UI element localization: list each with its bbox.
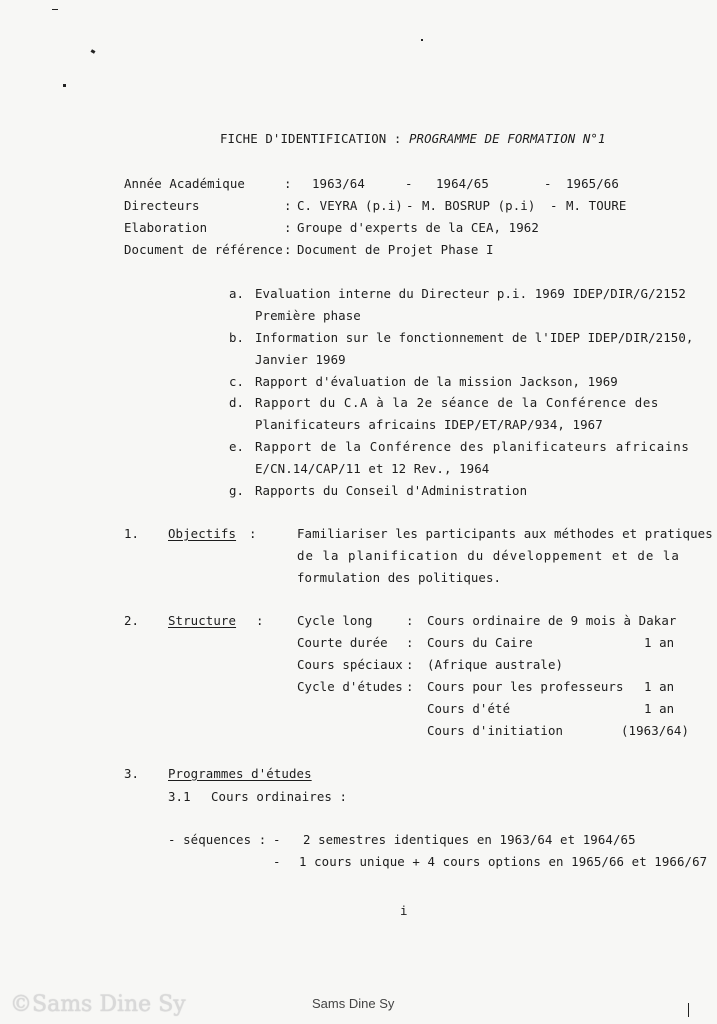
academic-year-3: 1965/66 — [566, 176, 619, 191]
sequence-line: 2 semestres identiques en 1963/64 et 1964/65 — [303, 832, 636, 847]
scan-speck — [421, 39, 423, 41]
footer-credit: Sams Dine Sy — [312, 996, 395, 1011]
director-1: C. VEYRA (p.i) — [297, 198, 403, 213]
reference-line: Janvier 1969 — [255, 352, 346, 367]
reference-line: Rapport de la Conférence des planificateurs africains — [255, 439, 690, 454]
section-number: 3. — [124, 766, 140, 781]
colon: : — [284, 220, 292, 235]
reference-letter: g. — [229, 483, 245, 498]
structure-duration: 1 an — [644, 679, 675, 694]
section-number: 1. — [124, 526, 140, 541]
dash: - — [273, 832, 281, 847]
colon: : — [249, 526, 257, 541]
structure-desc: Cours d'été — [427, 701, 511, 716]
document-title — [220, 131, 606, 146]
colon: : — [256, 613, 264, 628]
subsection-number: 3.1 — [168, 789, 191, 804]
title-program: PROGRAMME DE FORMATION N°1 — [409, 131, 606, 146]
colon: : — [284, 198, 292, 213]
dash: - — [406, 198, 414, 213]
structure-duration: (1963/64) — [621, 723, 690, 738]
copyright-watermark: ©Sams Dine Sy — [10, 992, 186, 1017]
structure-duration: 1 an — [644, 701, 675, 716]
reference-letter: e. — [229, 439, 245, 454]
sequences-label: - séquences : — [168, 832, 267, 847]
section-heading-programmes: Programmes d'études — [168, 766, 312, 781]
scan-speck — [688, 1003, 689, 1017]
scan-speck — [63, 84, 66, 87]
dash: - — [405, 176, 413, 191]
title-prefix: FICHE D'IDENTIFICATION : — [220, 131, 409, 146]
reference-line: Information sur le fonctionnement de l'IDEP IDEP/DIR/2150, — [255, 330, 694, 345]
sequence-line: 1 cours unique + 4 cours options en 1965/66 et 1966/67 — [299, 854, 708, 869]
academic-year-2: 1964/65 — [436, 176, 489, 191]
reference-letter: b. — [229, 330, 245, 345]
structure-label: Courte durée — [297, 635, 388, 650]
objectifs-line: de la planification du développement et de la — [297, 548, 680, 563]
elaboration-value: Groupe d'experts de la CEA, 1962 — [297, 220, 539, 235]
objectifs-line: formulation des politiques. — [297, 570, 502, 585]
page-number: i — [400, 903, 408, 918]
scan-speck — [52, 9, 58, 10]
reference-letter: c. — [229, 374, 245, 389]
dash: - — [550, 198, 558, 213]
structure-label: Cours spéciaux — [297, 657, 403, 672]
elaboration-label: Elaboration — [124, 220, 208, 235]
academic-year-1: 1963/64 — [312, 176, 365, 191]
section-heading-objectifs: Objectifs — [168, 526, 237, 541]
reference-value: Document de Projet Phase I — [297, 242, 494, 257]
reference-line: Planificateurs africains IDEP/ET/RAP/934, 1967 — [255, 417, 603, 432]
reference-letter: a. — [229, 286, 245, 301]
reference-line: Rapport du C.A à la 2e séance de la Conférence des — [255, 395, 659, 410]
director-2: M. BOSRUP (p.i) — [422, 198, 536, 213]
colon: : — [284, 242, 292, 257]
colon: : — [406, 635, 414, 650]
colon: : — [284, 176, 292, 191]
dash: - — [273, 854, 281, 869]
directors-label: Directeurs — [124, 198, 200, 213]
structure-desc: Cours d'initiation — [427, 723, 564, 738]
academic-year-label: Année Académique — [124, 176, 245, 191]
colon: : — [406, 657, 414, 672]
section-heading-structure: Structure — [168, 613, 237, 628]
structure-desc: Cours pour les professeurs — [427, 679, 624, 694]
reference-line: Rapport d'évaluation de la mission Jackson, 1969 — [255, 374, 618, 389]
dash: - — [544, 176, 552, 191]
structure-duration: 1 an — [644, 635, 675, 650]
reference-line: Première phase — [255, 308, 361, 323]
reference-label: Document de référence — [124, 242, 283, 257]
structure-label: Cycle long — [297, 613, 373, 628]
structure-desc: (Afrique australe) — [427, 657, 564, 672]
director-3: M. TOURE — [566, 198, 627, 213]
reference-letter: d. — [229, 395, 245, 410]
scan-speck — [91, 49, 96, 54]
reference-line: Evaluation interne du Directeur p.i. 1969 IDEP/DIR/G/2152 — [255, 286, 686, 301]
structure-desc: Cours du Caire — [427, 635, 533, 650]
structure-label: Cycle d'études — [297, 679, 403, 694]
reference-line: Rapports du Conseil d'Administration — [255, 483, 528, 498]
section-number: 2. — [124, 613, 140, 628]
colon: : — [406, 613, 414, 628]
colon: : — [406, 679, 414, 694]
reference-line: E/CN.14/CAP/11 et 12 Rev., 1964 — [255, 461, 490, 476]
structure-desc: Cours ordinaire de 9 mois à Dakar — [427, 613, 677, 628]
objectifs-line: Familiariser les participants aux méthodes et pratiques — [297, 526, 713, 541]
subsection-heading: Cours ordinaires : — [211, 789, 348, 804]
